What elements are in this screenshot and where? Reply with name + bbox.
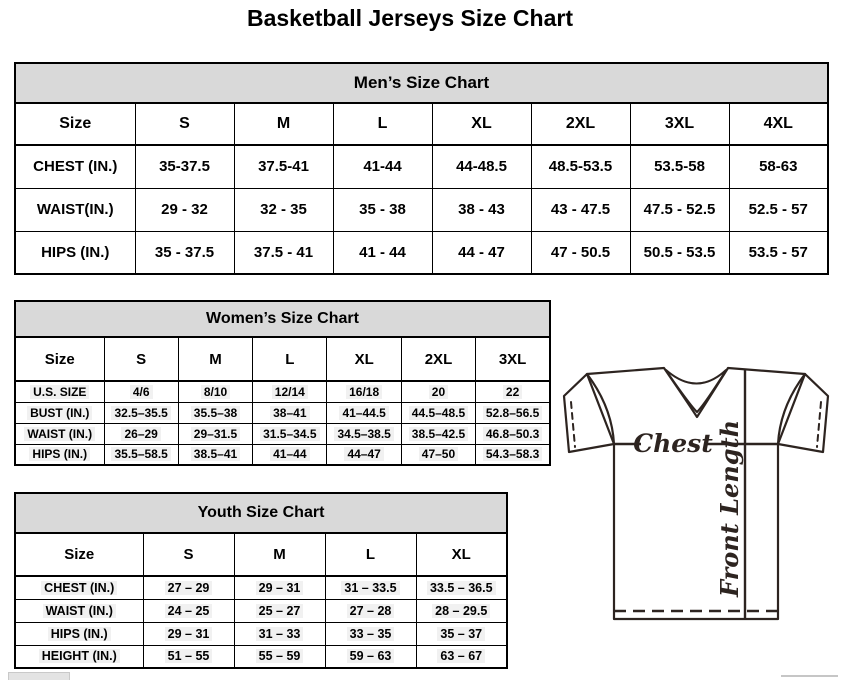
size-value-cell xyxy=(104,402,178,423)
table-title: Women’s Size Chart xyxy=(15,301,550,337)
row-label xyxy=(15,622,143,645)
size-value-cell xyxy=(178,402,252,423)
size-value-cell xyxy=(416,622,507,645)
size-value-cell-text: 63 – 67 xyxy=(437,649,485,663)
row-label-text: BUST (IN.) xyxy=(27,406,92,420)
size-value-cell-text: 12/14 xyxy=(272,385,308,399)
table-title: Men’s Size Chart xyxy=(15,63,828,103)
table-row xyxy=(15,381,550,402)
size-value-cell xyxy=(104,423,178,444)
jersey-diagram-svg xyxy=(557,357,842,625)
size-value-cell-text: 41–44.5 xyxy=(339,406,388,420)
size-value-cell-text: 34.5–38.5 xyxy=(334,427,393,441)
size-value-cell xyxy=(143,645,234,668)
size-value-cell-text: 38.5–42.5 xyxy=(409,427,468,441)
size-value-cell xyxy=(325,645,416,668)
mens-size-chart-table xyxy=(14,62,829,275)
table-row xyxy=(15,645,507,668)
size-value-cell: 37.5 - 41 xyxy=(234,231,333,274)
row-label xyxy=(15,423,104,444)
column-header: XL xyxy=(432,103,531,145)
size-value-cell: 47 - 50.5 xyxy=(531,231,630,274)
size-value-cell-text: 33 – 35 xyxy=(347,627,395,641)
table-row xyxy=(15,231,828,274)
table-row xyxy=(15,599,507,622)
size-value-cell xyxy=(325,622,416,645)
column-header: M xyxy=(234,103,333,145)
size-value-cell xyxy=(416,645,507,668)
row-label xyxy=(15,645,143,668)
size-value-cell xyxy=(416,599,507,622)
row-label-text: HIPS (IN.) xyxy=(48,627,111,641)
size-value-cell-text: 27 – 29 xyxy=(165,581,213,595)
size-value-cell xyxy=(104,444,178,465)
size-value-cell: 29 - 32 xyxy=(135,188,234,231)
size-value-cell-text: 20 xyxy=(429,385,448,399)
youth-size-chart-table xyxy=(14,492,508,669)
size-value-cell xyxy=(234,576,325,599)
size-value-cell: 52.5 - 57 xyxy=(729,188,828,231)
bottom-right-edge-artifact xyxy=(781,675,838,677)
size-value-cell xyxy=(401,444,475,465)
size-value-cell xyxy=(416,576,507,599)
size-value-cell-text: 47–50 xyxy=(419,447,458,461)
torso-shape xyxy=(587,368,805,619)
row-label xyxy=(15,381,104,402)
collar-rib-line-outer xyxy=(666,370,726,384)
size-value-cell xyxy=(253,444,327,465)
table-title: Youth Size Chart xyxy=(15,493,507,533)
size-value-cell-text: 28 – 29.5 xyxy=(432,604,490,618)
size-value-cell: 43 - 47.5 xyxy=(531,188,630,231)
size-value-cell-text: 38.5–41 xyxy=(191,447,240,461)
size-value-cell-text: 22 xyxy=(503,385,522,399)
column-header: Size xyxy=(15,337,104,381)
size-value-cell xyxy=(401,402,475,423)
column-header: S xyxy=(143,533,234,576)
size-value-cell xyxy=(253,423,327,444)
column-header: M xyxy=(234,533,325,576)
column-header: 4XL xyxy=(729,103,828,145)
size-value-cell xyxy=(327,381,401,402)
column-header: 3XL xyxy=(630,103,729,145)
size-value-cell xyxy=(143,599,234,622)
size-value-cell xyxy=(476,381,550,402)
size-value-cell: 53.5 - 57 xyxy=(729,231,828,274)
front-length-label: Front Length xyxy=(715,419,744,597)
table-row xyxy=(15,145,828,188)
column-header: 2XL xyxy=(401,337,475,381)
column-header: XL xyxy=(416,533,507,576)
size-value-cell xyxy=(253,381,327,402)
row-label: WAIST(IN.) xyxy=(15,188,135,231)
size-value-cell xyxy=(476,423,550,444)
size-value-cell: 37.5-41 xyxy=(234,145,333,188)
size-value-cell: 44-48.5 xyxy=(432,145,531,188)
jersey-measurement-diagram xyxy=(557,357,842,625)
row-label xyxy=(15,402,104,423)
size-value-cell-text: 32.5–35.5 xyxy=(111,406,170,420)
size-value-cell-text: 35.5–58.5 xyxy=(111,447,170,461)
size-value-cell xyxy=(401,423,475,444)
table-row xyxy=(15,188,828,231)
table-row xyxy=(15,423,550,444)
size-value-cell-text: 46.8–50.3 xyxy=(483,427,542,441)
size-value-cell: 50.5 - 53.5 xyxy=(630,231,729,274)
size-value-cell: 35 - 37.5 xyxy=(135,231,234,274)
row-label-text: CHEST (IN.) xyxy=(41,581,117,595)
size-value-cell: 41-44 xyxy=(333,145,432,188)
table-row xyxy=(15,444,550,465)
size-value-cell xyxy=(143,576,234,599)
size-value-cell-text: 55 – 59 xyxy=(256,649,304,663)
size-value-cell-text: 54.3–58.3 xyxy=(483,447,542,461)
size-value-cell xyxy=(325,576,416,599)
womens-size-chart-table xyxy=(14,300,551,466)
size-value-cell xyxy=(104,381,178,402)
size-value-cell-text: 44–47 xyxy=(344,447,383,461)
size-value-cell-text: 51 – 55 xyxy=(165,649,213,663)
size-value-cell xyxy=(327,444,401,465)
size-value-cell xyxy=(234,645,325,668)
size-value-cell-text: 33.5 – 36.5 xyxy=(427,581,496,595)
size-value-cell xyxy=(476,402,550,423)
size-value-cell: 38 - 43 xyxy=(432,188,531,231)
column-header: M xyxy=(178,337,252,381)
size-value-cell-text: 25 – 27 xyxy=(256,604,304,618)
row-label-text: WAIST (IN.) xyxy=(43,604,116,618)
size-value-cell-text: 38–41 xyxy=(270,406,309,420)
size-value-cell: 47.5 - 52.5 xyxy=(630,188,729,231)
size-value-cell-text: 4/6 xyxy=(130,385,153,399)
column-header: L xyxy=(325,533,416,576)
column-header: XL xyxy=(327,337,401,381)
row-label: HIPS (IN.) xyxy=(15,231,135,274)
column-header: L xyxy=(253,337,327,381)
table-row xyxy=(15,402,550,423)
row-label: CHEST (IN.) xyxy=(15,145,135,188)
column-header: L xyxy=(333,103,432,145)
row-label-text: U.S. SIZE xyxy=(30,385,89,399)
column-header: 2XL xyxy=(531,103,630,145)
size-value-cell-text: 31 – 33 xyxy=(256,627,304,641)
column-header: S xyxy=(135,103,234,145)
size-value-cell-text: 31.5–34.5 xyxy=(260,427,319,441)
size-value-cell xyxy=(143,622,234,645)
size-value-cell: 53.5-58 xyxy=(630,145,729,188)
size-value-cell-text: 59 – 63 xyxy=(347,649,395,663)
row-label-text: WAIST (IN.) xyxy=(24,427,95,441)
size-value-cell: 35 - 38 xyxy=(333,188,432,231)
size-value-cell: 41 - 44 xyxy=(333,231,432,274)
size-value-cell-text: 29 – 31 xyxy=(256,581,304,595)
row-label xyxy=(15,444,104,465)
size-value-cell-text: 8/10 xyxy=(201,385,230,399)
size-value-cell-text: 29–31.5 xyxy=(191,427,240,441)
table-row xyxy=(15,622,507,645)
size-value-cell-text: 26–29 xyxy=(121,427,160,441)
page-title: Basketball Jerseys Size Chart xyxy=(246,5,573,31)
size-value-cell-text: 52.8–56.5 xyxy=(483,406,542,420)
size-value-cell xyxy=(178,423,252,444)
size-value-cell xyxy=(234,599,325,622)
size-value-cell xyxy=(178,444,252,465)
size-value-cell-text: 31 – 33.5 xyxy=(341,581,399,595)
size-value-cell: 44 - 47 xyxy=(432,231,531,274)
size-value-cell xyxy=(253,402,327,423)
size-value-cell: 48.5-53.5 xyxy=(531,145,630,188)
size-value-cell-text: 35.5–38 xyxy=(191,406,240,420)
size-value-cell: 58-63 xyxy=(729,145,828,188)
size-value-cell-text: 24 – 25 xyxy=(165,604,213,618)
table-row xyxy=(15,576,507,599)
size-value-cell-text: 16/18 xyxy=(346,385,382,399)
row-label xyxy=(15,576,143,599)
size-value-cell xyxy=(327,402,401,423)
size-value-cell xyxy=(401,381,475,402)
size-value-cell: 35-37.5 xyxy=(135,145,234,188)
column-header: Size xyxy=(15,103,135,145)
column-header: S xyxy=(104,337,178,381)
row-label-text: HIPS (IN.) xyxy=(29,447,90,461)
size-value-cell-text: 44.5–48.5 xyxy=(409,406,468,420)
size-value-cell xyxy=(476,444,550,465)
size-value-cell xyxy=(234,622,325,645)
size-value-cell xyxy=(325,599,416,622)
row-label-text: HEIGHT (IN.) xyxy=(39,649,120,663)
size-value-cell-text: 35 – 37 xyxy=(437,627,485,641)
size-value-cell xyxy=(178,381,252,402)
size-value-cell-text: 41–44 xyxy=(270,447,309,461)
size-value-cell-text: 29 – 31 xyxy=(165,627,213,641)
size-value-cell-text: 27 – 28 xyxy=(347,604,395,618)
column-header: Size xyxy=(15,533,143,576)
size-value-cell: 32 - 35 xyxy=(234,188,333,231)
size-value-cell xyxy=(327,423,401,444)
column-header: 3XL xyxy=(476,337,550,381)
chest-label: Chest xyxy=(633,429,713,458)
row-label xyxy=(15,599,143,622)
